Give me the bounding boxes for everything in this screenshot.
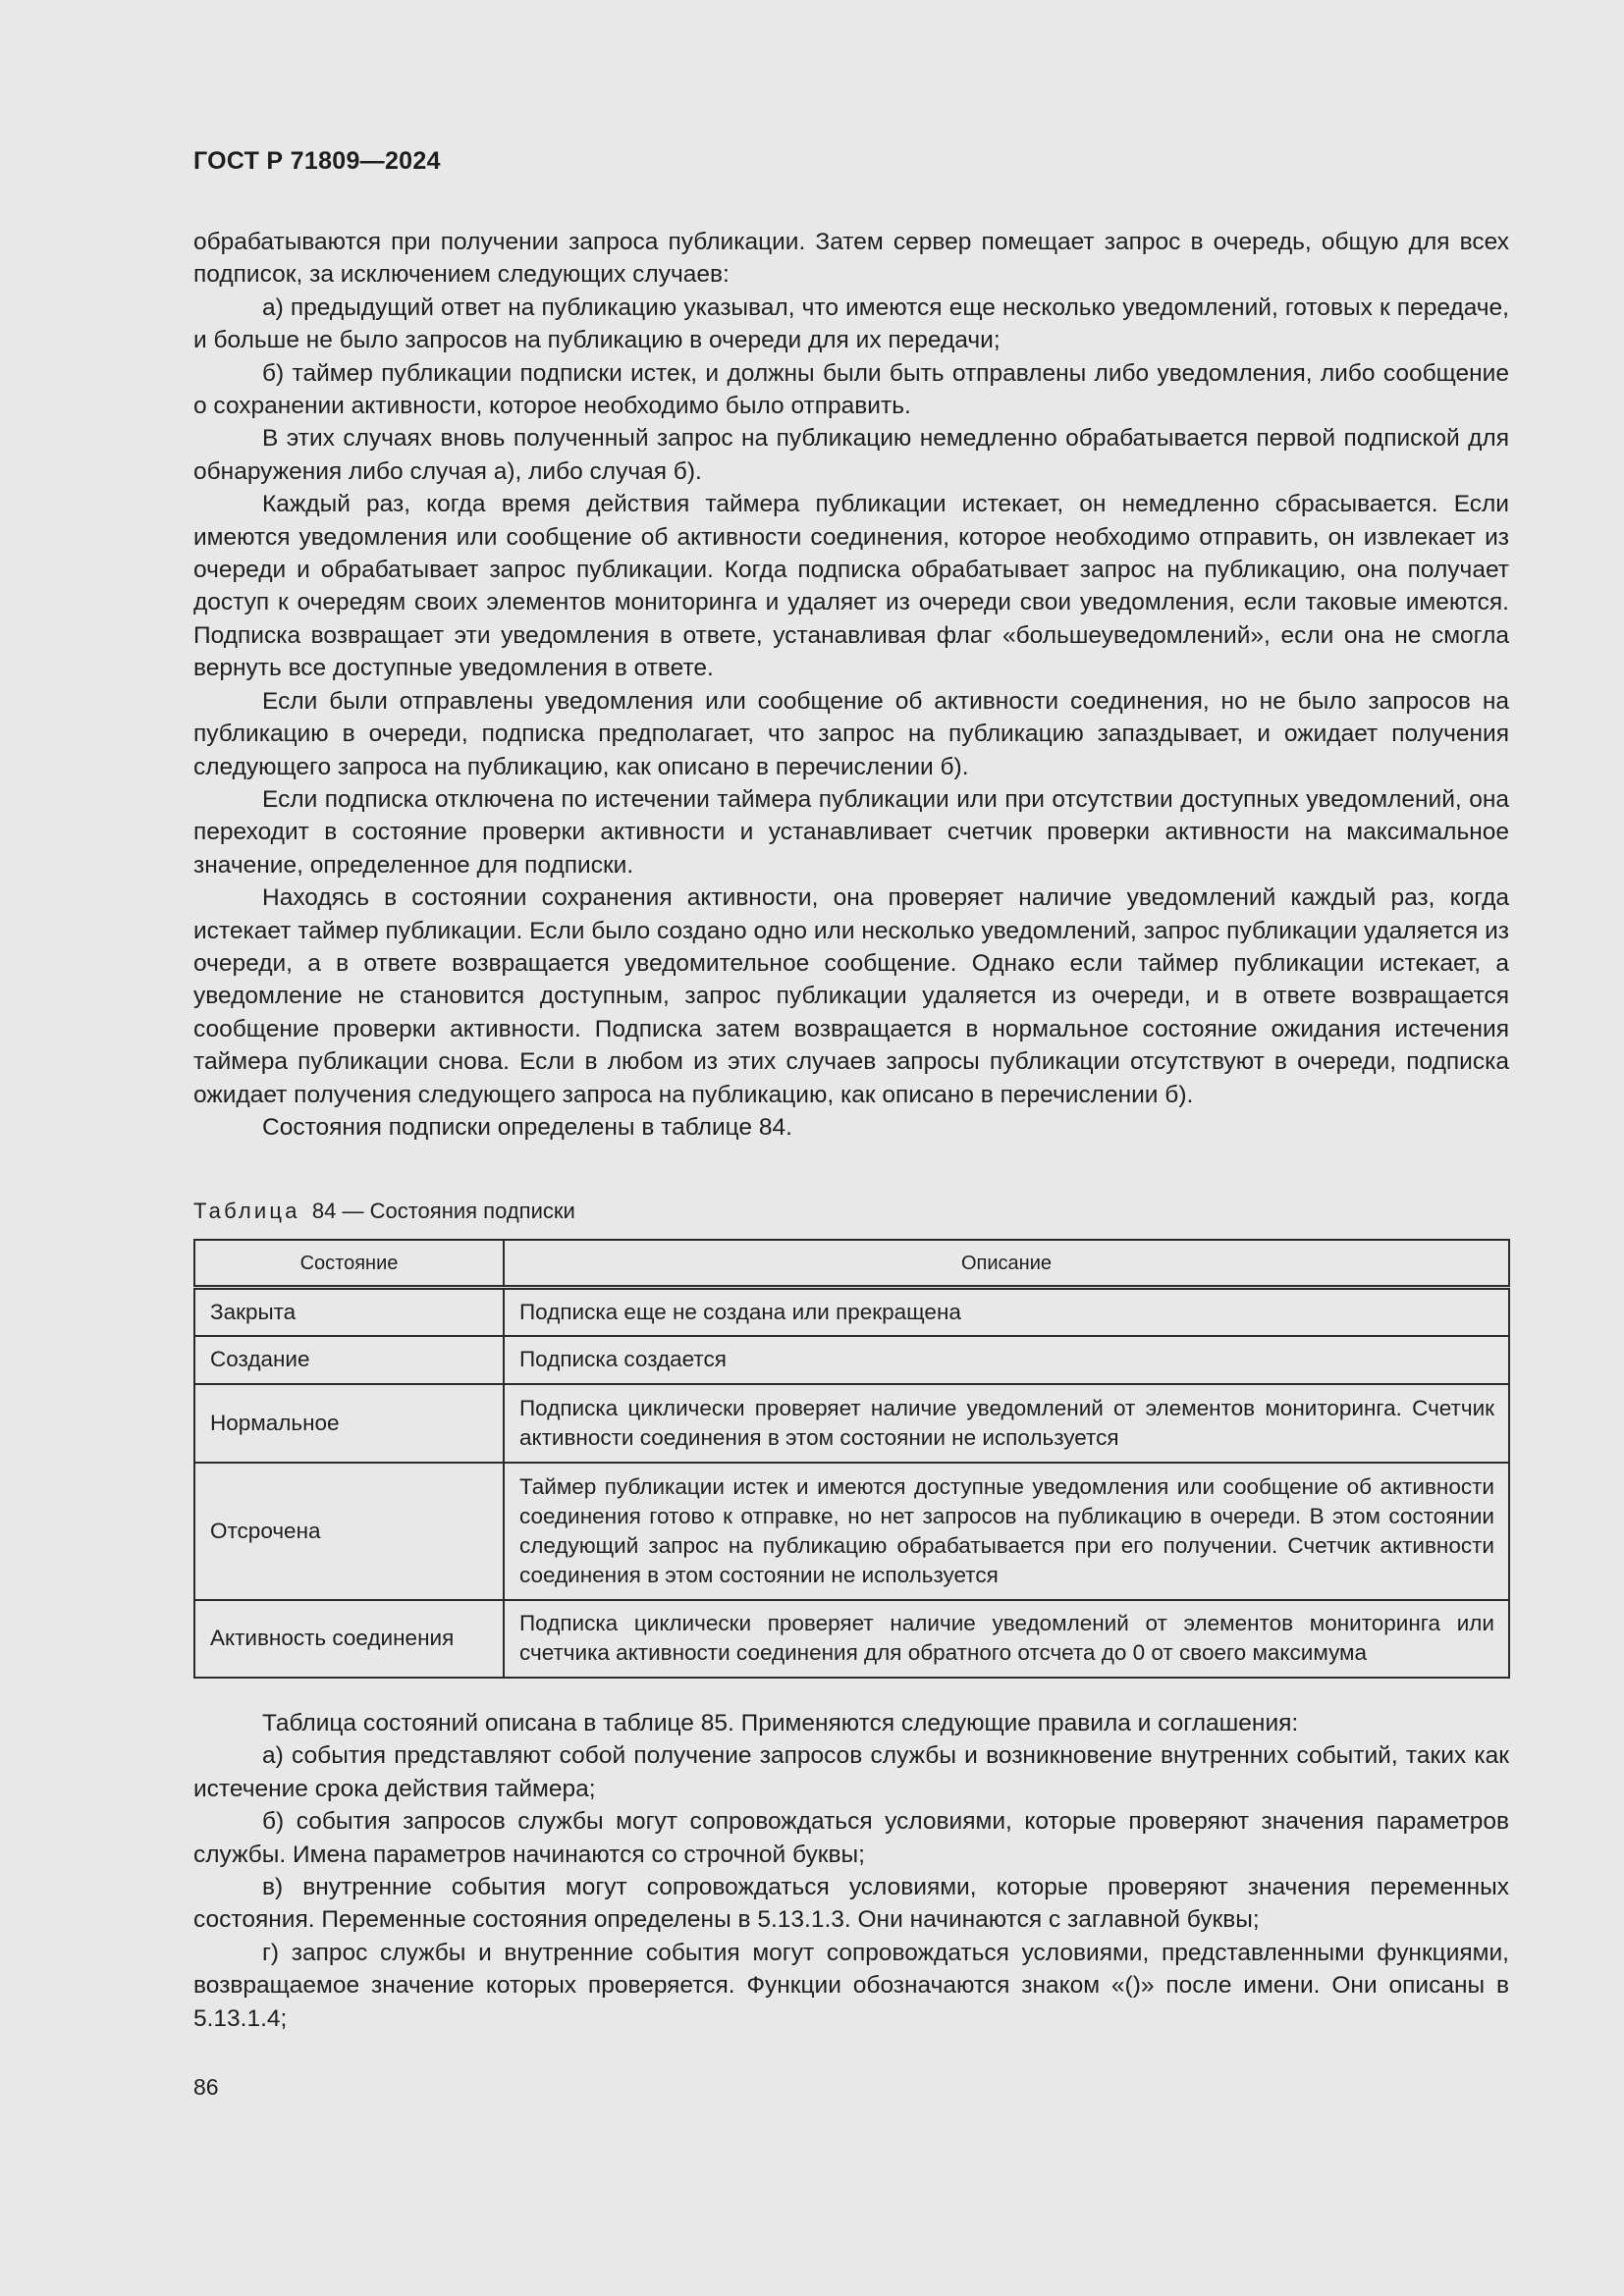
state-cell: Нормальное <box>194 1384 504 1463</box>
description-cell: Подписка циклически проверяет наличие уведомлений от элементов мониторинга. Счетчик активности соединения в этом состоянии не используется <box>504 1384 1509 1463</box>
list-item: б) события запросов службы могут сопровождаться условиями, которые проверяют значения параметров службы. Имена параметров начинаются со строчной буквы; <box>193 1808 1509 1868</box>
table-caption-label: Таблица <box>193 1199 300 1223</box>
paragraph: Таблица состояний описана в таблице 85. Применяются следующие правила и соглашения: <box>262 1710 1299 1736</box>
column-header-description: Описание <box>504 1240 1509 1288</box>
page-number: 86 <box>193 2074 219 2100</box>
rules-text <box>193 1707 1509 2035</box>
document-header: ГОСТ Р 71809—2024 <box>193 147 441 175</box>
list-item: г) запрос службы и внутренние события могут сопровождаться условиями, представленными функциями, возвращаемое значение которых проверяется. Функции обозначаются знаком «()» после имени. Они описаны в 5.13.1.4; <box>193 1939 1509 2032</box>
body-text <box>193 226 1509 1144</box>
list-item: в) внутренние события могут сопровождаться условиями, которые проверяют значения переменных состояния. Переменные состояния определены в 5.13.1.3. Они начинаются с заглавной буквы; <box>193 1874 1509 1934</box>
list-item: а) события представляют собой получение запросов службы и возникновение внутренних событий, таких как истечение срока действия таймера; <box>193 1742 1509 1802</box>
table-row <box>194 1384 1509 1463</box>
paragraph: Если подписка отключена по истечении таймера публикации или при отсутствии доступных уведомлений, она переходит в состояние проверки активности и устанавливает счетчик проверки активности на максимальное значение, определенное для подписки. <box>193 785 1509 879</box>
table-row <box>194 1336 1509 1384</box>
state-cell: Активность соединения <box>194 1600 504 1678</box>
table-caption-title: 84 — Состояния подписки <box>311 1199 575 1223</box>
paragraph: Состояния подписки определены в таблице 84. <box>262 1113 792 1141</box>
state-cell: Закрыта <box>194 1288 504 1336</box>
description-cell: Подписка циклически проверяет наличие уведомлений от элементов мониторинга или счетчика активности соединения для обратного отсчета до 0 от своего максимума <box>504 1600 1509 1678</box>
states-table <box>193 1239 1510 1679</box>
column-header-state: Состояние <box>194 1240 504 1288</box>
paragraph: В этих случаях вновь полученный запрос на публикацию немедленно обрабатывается первой подпиской для обнаружения либо случая а), либо случая б). <box>193 425 1509 485</box>
table-row <box>194 1463 1509 1600</box>
description-cell: Подписка создается <box>504 1336 1509 1384</box>
state-cell: Отсрочена <box>194 1463 504 1600</box>
table-row <box>194 1600 1509 1678</box>
paragraph: Если были отправлены уведомления или сообщение об активности соединения, но не было запросов на публикацию в очереди, подписка предполагает, что запрос на публикацию запаздывает, и ожидает получения следующего запроса на публикацию, как описано в перечислении б). <box>193 687 1509 780</box>
state-cell: Создание <box>194 1336 504 1384</box>
paragraph: Находясь в состоянии сохранения активности, она проверяет наличие уведомлений каждый раз, когда истекает таймер публикации. Если было создано одно или несколько уведомлений, запрос публикации удаляется из очереди, а в ответе возвращается уведомительное сообщение. Однако если таймер публикации истекает, а уведомление не становится доступным, запрос публикации удаляется из очереди, и в ответе возвращается сообщение проверки активности. Подписка затем возвращается в нормальное состояние ожидания истечения таймера публикации снова. Если в любом из этих случаев запросы публикации отсутствуют в очереди, подписка ожидает получения следующего запроса на публикацию, как описано в перечислении б). <box>193 884 1509 1108</box>
paragraph: обрабатываются при получении запроса публикации. Затем сервер помещает запрос в очередь, общую для всех подписок, за исключением следующих случаев: <box>193 229 1509 289</box>
table-header-row <box>194 1240 1509 1288</box>
table-row <box>194 1288 1509 1336</box>
list-item: б) таймер публикации подписки истек, и должны были быть отправлены либо уведомления, либо сообщение о сохранении активности, которое необходимо было отправить. <box>193 359 1509 420</box>
description-cell: Таймер публикации истек и имеются доступные уведомления или сообщение об активности соединения готово к отправке, но нет запросов на публикацию в очереди. В этом состоянии следующий запрос на публикацию обрабатывается при его получении. Счетчик активности соединения в этом состоянии не используется <box>504 1463 1509 1600</box>
paragraph: Каждый раз, когда время действия таймера публикации истекает, он немедленно сбрасывается. Если имеются уведомления или сообщение об активности соединения, которое необходимо отправить, он извлекает из очереди и обрабатывает запрос публикации. Когда подписка обрабатывает запрос на публикацию, она получает доступ к очередям своих элементов мониторинга и удаляет из очереди свои уведомления, если таковые имеются. Подписка возвращает эти уведомления в ответе, устанавливая флаг «большеуведомлений», если она не смогла вернуть все доступные уведомления в ответе. <box>193 491 1509 682</box>
description-cell: Подписка еще не создана или прекращена <box>504 1288 1509 1336</box>
list-item: а) предыдущий ответ на публикацию указывал, что имеются еще несколько уведомлений, готовых к передаче, и больше не было запросов на публикацию в очереди для их передачи; <box>193 294 1509 354</box>
table-caption <box>193 1199 575 1224</box>
